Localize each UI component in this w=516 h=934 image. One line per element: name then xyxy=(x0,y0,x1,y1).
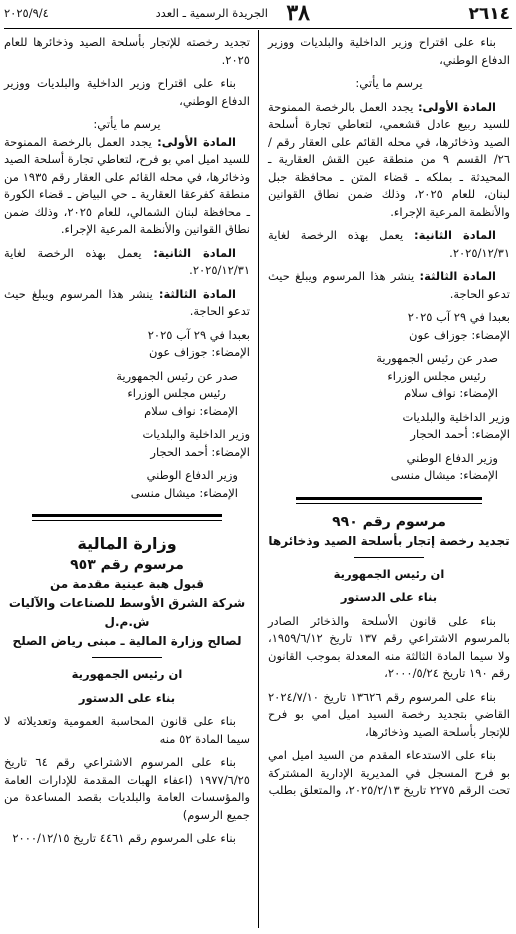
signature: الإمضاء: نواف سلام xyxy=(144,403,238,418)
separator xyxy=(92,657,162,658)
decree-formula: يرسم ما يأتي: xyxy=(93,117,161,131)
section-rule-thin xyxy=(32,520,222,521)
article-text: يعمل بهذه الرخصة لغاية ٢٠٢٥/١٢/٣١. xyxy=(4,245,250,277)
issued-by: صدر عن رئيس الجمهورية xyxy=(116,368,238,383)
signatory-title: وزير الدفاع الوطني xyxy=(146,468,238,482)
paragraph: بناء على قانون المحاسبة العمومية وتعديلاته لا سيما المادة ٥٢ منه xyxy=(4,714,250,746)
place-date: بعبدا في ٢٩ آب ٢٠٢٥ xyxy=(147,327,250,342)
decree-number: مرسوم رقم ٩٩٠ xyxy=(332,513,446,530)
signature: الإمضاء: نواف سلام xyxy=(404,386,498,400)
decree-title: تجديد رخصة إتجار بأسلحة الصيد وذخائرها xyxy=(268,533,510,548)
signature: الإمضاء: أحمد الحجار xyxy=(410,427,510,441)
section-rule-thick xyxy=(296,497,482,500)
article-3 xyxy=(4,286,250,321)
article-2 xyxy=(268,227,510,262)
article-text: يعمل بهذه الرخصة لغاية ٢٠٢٥/١٢/٣١. xyxy=(268,228,510,260)
signature: الإمضاء: أحمد الحجار xyxy=(150,444,250,459)
article-2 xyxy=(4,245,250,280)
paragraph: تجديد رخصته للإتجار بأسلحة الصيد وذخائرها للعام ٢٠٢٥. xyxy=(4,35,250,67)
signatory-title: رئيس مجلس الوزراء xyxy=(127,386,226,400)
signature: الإمضاء: جوزاف عون xyxy=(149,345,250,359)
place-date: بعبدا في ٢٩ آب ٢٠٢٥ xyxy=(407,310,510,324)
right-column xyxy=(268,34,510,928)
decree-formula: يرسم ما يأتي: xyxy=(355,76,423,90)
ministry-heading: وزارة المالية xyxy=(77,534,177,553)
issue-date: ٢٠٢٥/٩/٤ xyxy=(4,6,49,20)
paragraph: بناء على المرسوم رقم ٤٤٦١ تاريخ ٢٠٠٠/١٢/١٥ xyxy=(12,831,236,845)
paragraph: بناء على اقتراح وزير الداخلية والبلديات ووزير الدفاع الوطني، xyxy=(4,76,250,108)
article-text: يجدد العمل بالرخصة الممنوحة للسيد اميل امي بو فرح، لتعاطي تجارة أسلحة الصيد وذخائرها، في محله القائم على العقار رقم ١٩٣٥ من منطقة كفرعقا العقارية ـ حي البياض ـ قضاء الكورة ـ محافظة لبنان الشمالي، للعام ٢٠٢٥، وذلك ضمن نطاق القوانين والأنظمة المرعية الإجراء. xyxy=(4,134,250,236)
paragraph: بناء على قانون الأسلحة والذخائر الصادر بالمرسوم الاشتراعي رقم ١٣٧ تاريخ ١٩٥٩/٦/١٢، ولا سيما المادة الثالثة منه المعدلة بموجب القانون رقم ١٩٠ تاريخ ٢٠٠٠/٥/٢٤، xyxy=(268,613,510,680)
section-rule-thick xyxy=(32,514,222,517)
paragraph: بناء على اقتراح وزير الداخلية والبلديات ووزير الدفاع الوطني، xyxy=(268,35,510,67)
article-1 xyxy=(268,99,510,222)
article-label: المادة الثانية: xyxy=(153,245,236,260)
decree-title-line: قبول هبة عينية مقدمة من xyxy=(49,577,204,591)
page-number: ٢٦١٤ xyxy=(468,4,510,24)
separator xyxy=(354,557,424,558)
signature: الإمضاء: ميشال منسى xyxy=(130,485,238,500)
signatory-title: وزير الدفاع الوطني xyxy=(406,450,498,465)
article-1 xyxy=(4,134,250,239)
constitution-heading: بناء على الدستور xyxy=(340,590,438,604)
column-divider xyxy=(258,30,259,928)
left-column xyxy=(4,34,250,928)
article-label: المادة الثالثة: xyxy=(419,269,497,283)
article-label: المادة الثانية: xyxy=(414,228,496,242)
signature: الإمضاء: جوزاف عون xyxy=(409,327,510,342)
signatory-title: رئيس مجلس الوزراء xyxy=(387,368,486,383)
signatory-title: وزير الداخلية والبلديات xyxy=(142,427,250,441)
article-label: المادة الثالثة: xyxy=(158,286,236,301)
president-heading: ان رئيس الجمهورية xyxy=(71,667,183,681)
paragraph: بناء على الاستدعاء المقدم من السيد اميل امي بو فرح المسجل في المديرية الإدارية المشتركة تحت الرقم ٢٢٧٥ تاريخ ٢٠٢٥/٢/١٣، والمتعلق بطلب xyxy=(268,748,510,797)
article-text: ينشر هذا المرسوم ويبلغ حيث تدعو الحاجة. xyxy=(4,286,250,318)
signatory-title: وزير الداخلية والبلديات xyxy=(402,409,510,424)
article-label: المادة الأولى: xyxy=(157,134,236,149)
paragraph: بناء على المرسوم الاشتراعي رقم ٦٤ تاريخ ١٩٧٧/٦/٢٥ (اعفاء الهبات المقدمة للإدارات العامة والمؤسسات العامة والبلديات بقصد المساعدة من جميع الرسوم) xyxy=(4,755,250,822)
signature: الإمضاء: ميشال منسى xyxy=(390,468,498,482)
decree-title-line: شركة الشرق الأوسط للصناعات والآليات ش.م.ل xyxy=(8,596,246,629)
page-header xyxy=(0,0,516,30)
article-label: المادة الأولى: xyxy=(417,99,497,114)
article-3 xyxy=(268,268,510,303)
issue-number: ٣٨ xyxy=(286,0,310,26)
article-text: يجدد العمل بالرخصة الممنوحة للسيد ربيع عادل قشعمي، لتعاطي تجارة أسلحة الصيد وذخائرها، في محله القائم على العقار رقم / ٢٦/ القسم ٩ من منطقة عين القش العقارية ـ المحيدثة ـ بملكه ـ قضاء المتن ـ محافظة جبل لبنان، للعام ٢٠٢٥، وذلك ضمن نطاق القوانين والأنظمة المرعية الإجراء. xyxy=(268,99,510,219)
paragraph: بناء على المرسوم رقم ١٣٦٢٦ تاريخ ٢٠٢٤/٧/١٠ القاضي بتجديد رخصة السيد اميل امي بو فرح للإتجار بأسلحة الصيد وذخائرها، xyxy=(268,689,510,739)
constitution-heading: بناء على الدستور xyxy=(78,690,176,705)
article-text: ينشر هذا المرسوم ويبلغ حيث تدعو الحاجة. xyxy=(268,269,510,301)
issued-by: صدر عن رئيس الجمهورية xyxy=(376,351,498,365)
decree-number: مرسوم رقم ٩٥٣ xyxy=(70,557,184,573)
section-rule-thin xyxy=(296,503,482,504)
president-heading: ان رئيس الجمهورية xyxy=(333,566,445,581)
header-rule xyxy=(4,28,512,29)
decree-title-line: لصالح وزارة المالية ـ مبنى رياض الصلح xyxy=(12,634,242,648)
gazette-title: الجريدة الرسمية ـ العدد xyxy=(155,6,268,20)
